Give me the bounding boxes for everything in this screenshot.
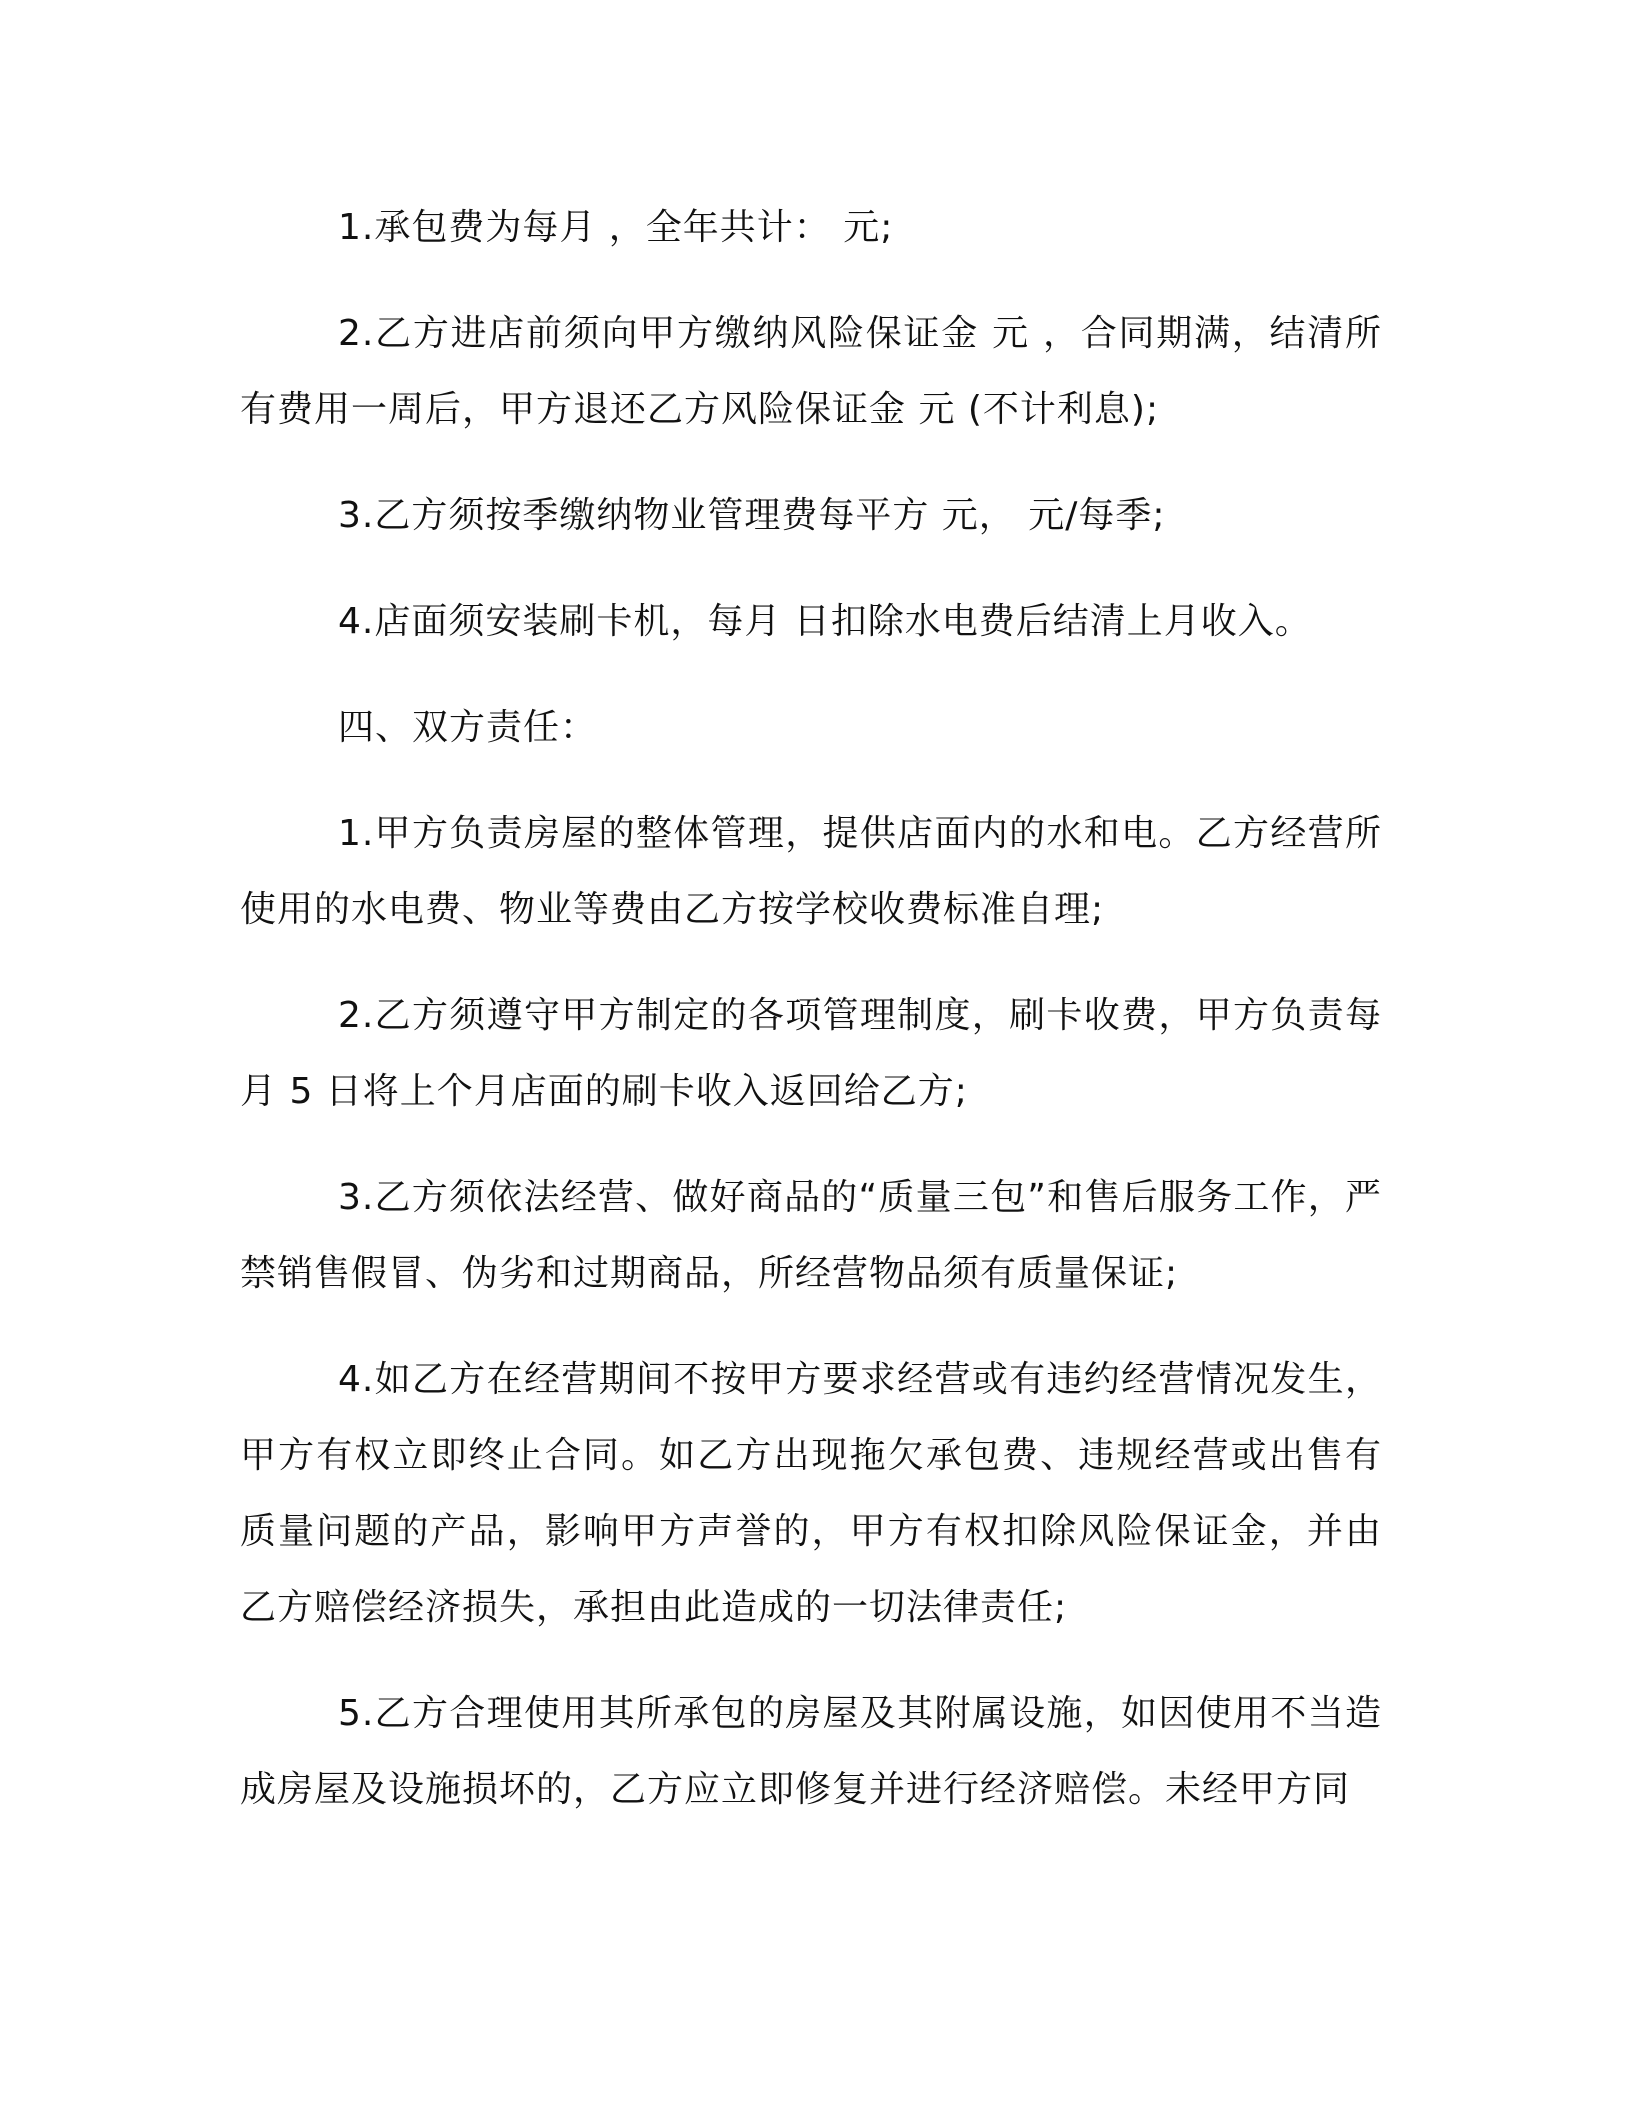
paragraph-property-fee: 3.乙方须按季缴纳物业管理费每平方 元， 元/每季;	[338, 495, 1166, 536]
paragraph-quality: 3.乙方须依法经营、做好商品的“质量三包”和售后服务工作，严禁销售假冒、伪劣和过期商品，所经营物品须有质量保证;	[240, 1177, 1382, 1294]
paragraph-rules: 2.乙方须遵守甲方制定的各项管理制度，刷卡收费，甲方负责每月 5 日将上个月店面的刷卡收入返回给乙方;	[240, 995, 1382, 1112]
paragraph-card-machine: 4.店面须安装刷卡机，每月 日扣除水电费后结清上月收入。	[338, 601, 1312, 642]
document-body	[240, 190, 1382, 1858]
paragraph-party-a-management: 1.甲方负责房屋的整体管理，提供店面内的水和电。乙方经营所使用的水电费、物业等费由乙方按学校收费标准自理;	[240, 813, 1382, 930]
paragraph-deposit: 2.乙方进店前须向甲方缴纳风险保证金 元 ，合同期满，结清所有费用一周后，甲方退还乙方风险保证金 元 (不计利息);	[240, 313, 1382, 430]
paragraph-facilities: 5.乙方合理使用其所承包的房屋及其附属设施，如因使用不当造成房屋及设施损坏的，乙方应立即修复并进行经济赔偿。未经甲方同	[240, 1693, 1382, 1810]
paragraph-termination: 4.如乙方在经营期间不按甲方要求经营或有违约经营情况发生，甲方有权立即终止合同。如乙方出现拖欠承包费、违规经营或出售有质量问题的产品，影响甲方声誉的，甲方有权扣除风险保证金，并由乙方赔偿经济损失，承担由此造成的一切法律责任;	[240, 1359, 1382, 1628]
section-heading-responsibilities: 四、双方责任：	[338, 707, 598, 748]
paragraph-fee: 1.承包费为每月 ，全年共计： 元;	[338, 207, 894, 248]
